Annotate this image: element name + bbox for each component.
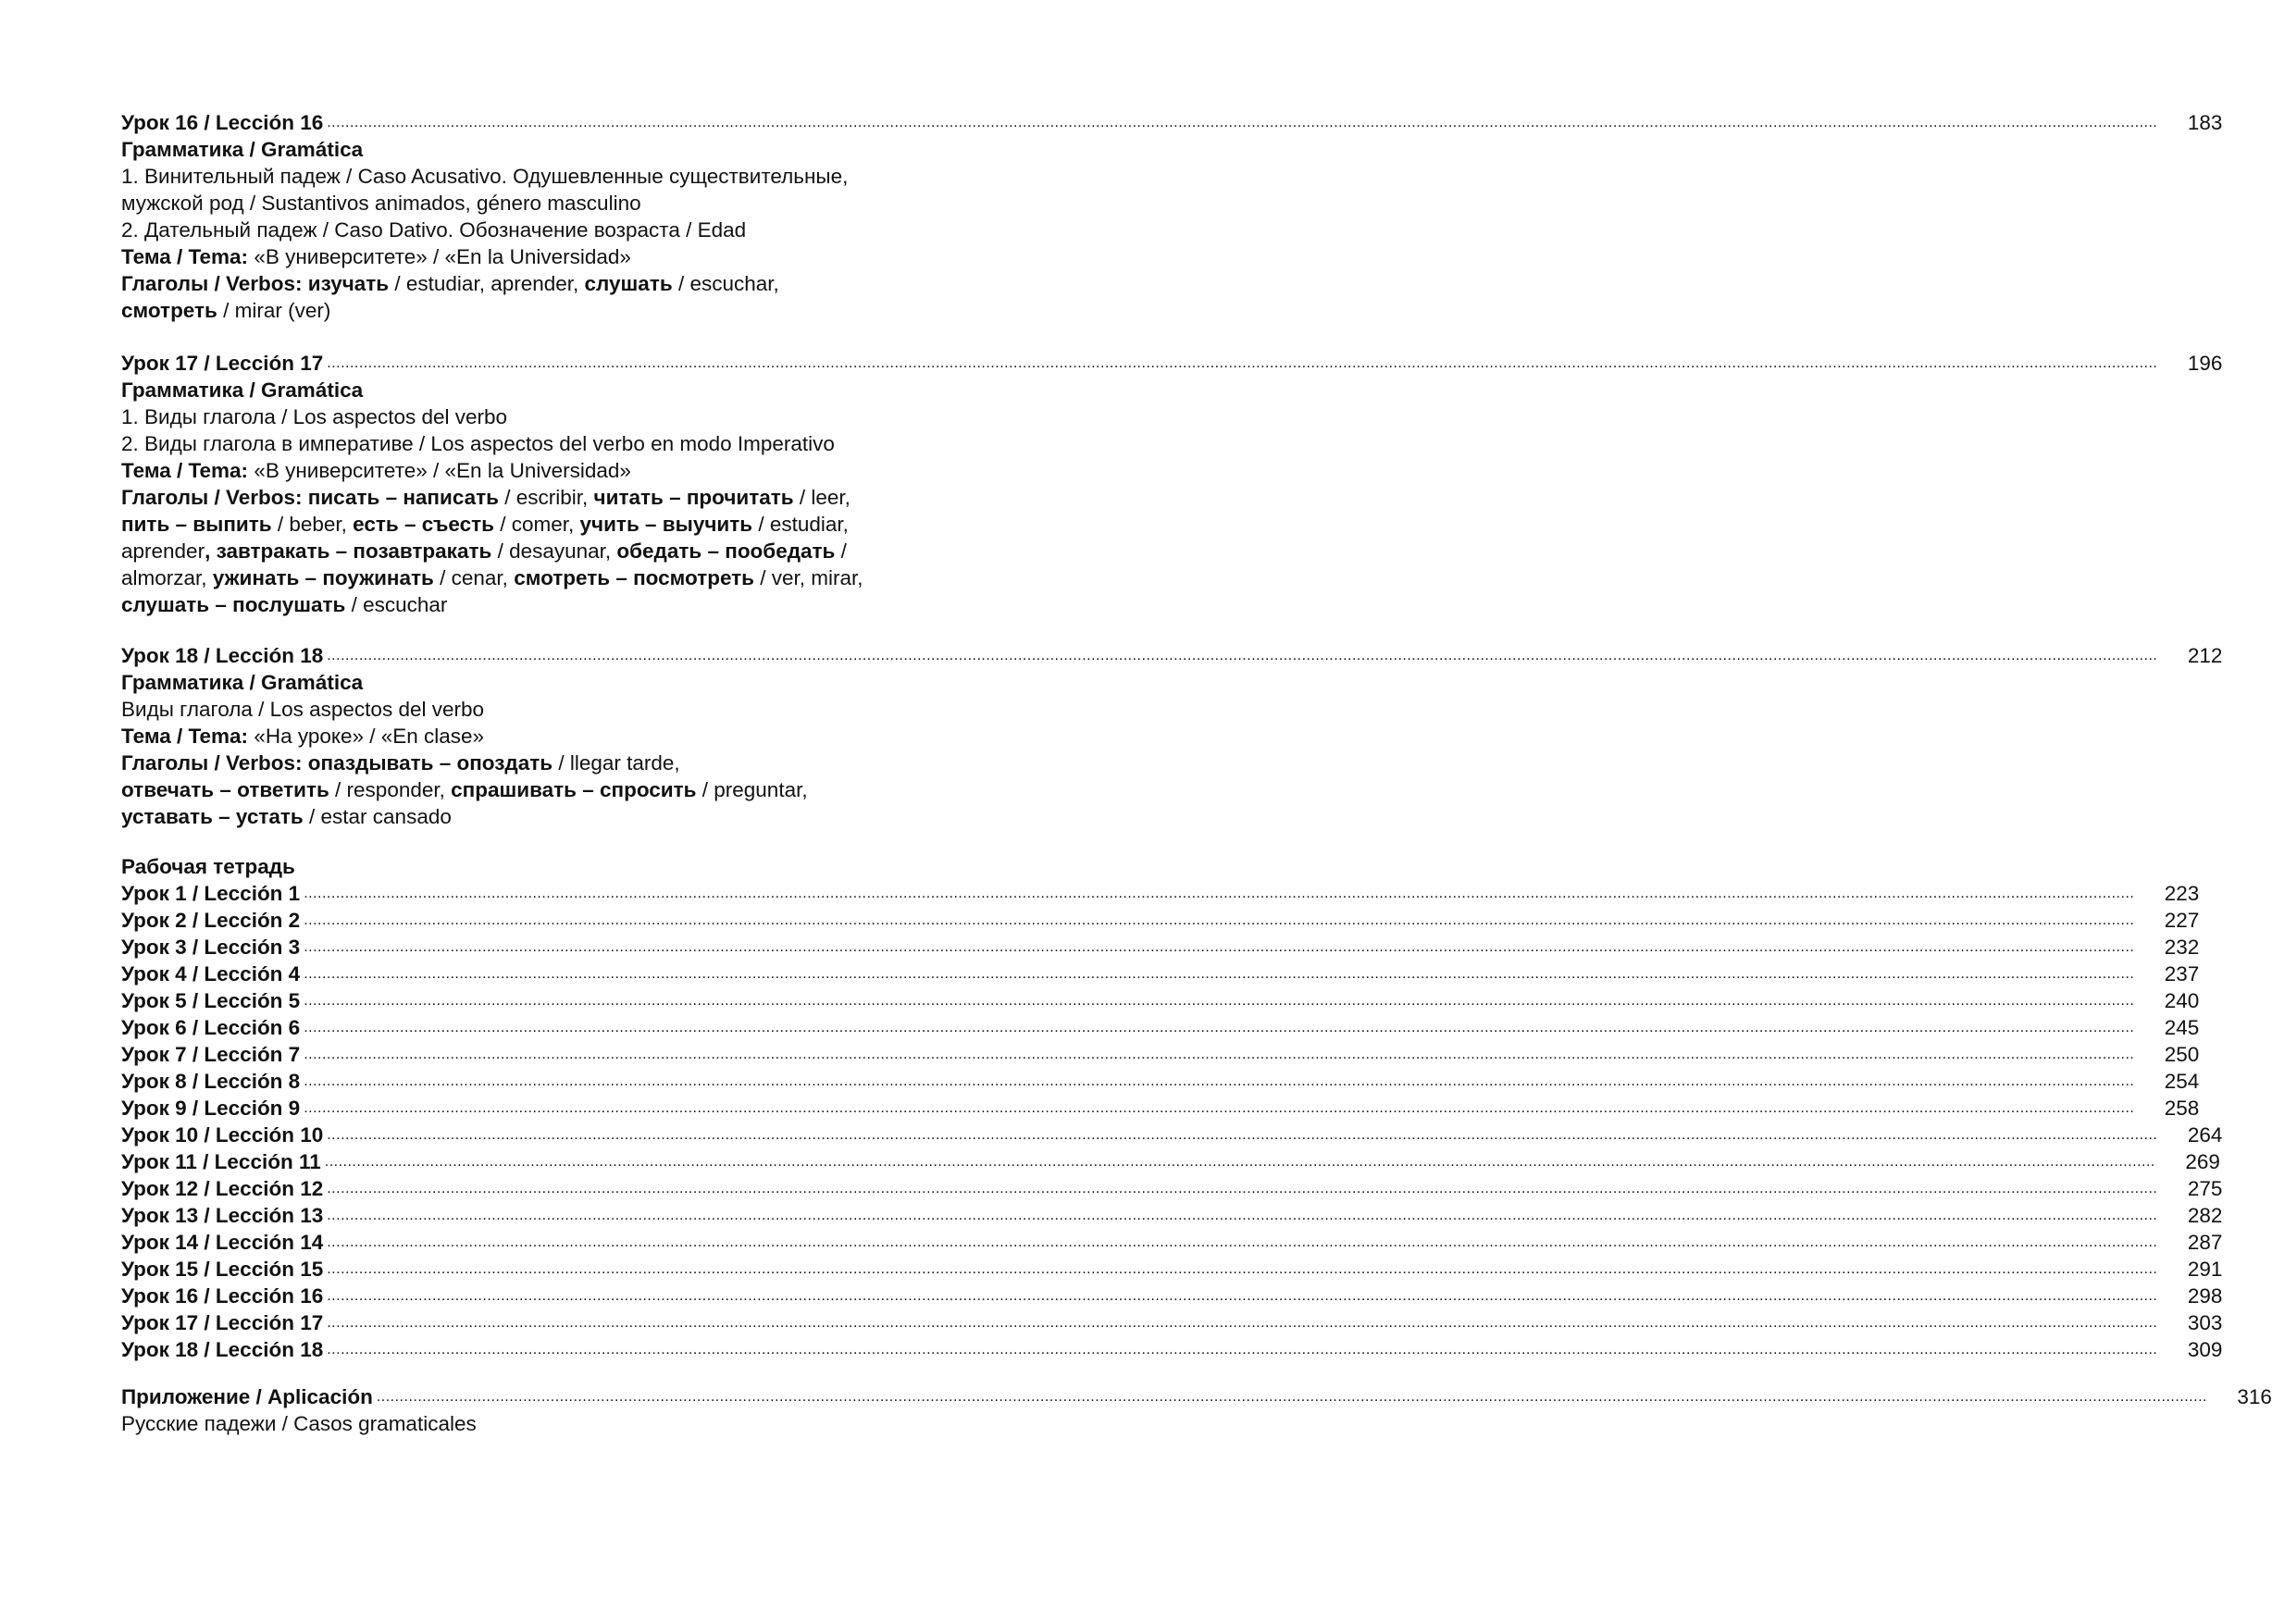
toc-section-lesson-16 — [121, 109, 2223, 324]
dot-leader: ................................................................................................................................................................................................................................................................................................................................................................................................................ — [304, 966, 2135, 982]
dot-leader: ................................................................................................................................................................................................................................................................................................................................................................................................................ — [327, 1127, 2158, 1143]
text: / responder, — [329, 778, 452, 801]
toc-entry-lesson[interactable] — [121, 642, 2223, 669]
entry-title: Урок 1 / Lección 1 — [121, 882, 301, 905]
dot-leader: ................................................................................................................................................................................................................................................................................................................................................................................................................ — [327, 648, 2158, 663]
bold-text: Тема / Tema: — [121, 725, 249, 748]
entry-page: 258 — [2164, 1097, 2200, 1120]
text: мужской род / Sustantivos animados, género masculino — [121, 192, 641, 215]
text: «На уроке» / «En clase» — [248, 725, 485, 748]
dot-leader: ................................................................................................................................................................................................................................................................................................................................................................................................................ — [327, 355, 2158, 371]
text: / — [835, 539, 847, 563]
text: / beber, — [271, 513, 354, 536]
bold-text: обедать – пообедать — [616, 539, 836, 563]
bold-text: слушать — [584, 272, 673, 295]
dot-leader: ................................................................................................................................................................................................................................................................................................................................................................................................................ — [327, 1342, 2158, 1357]
entry-page: 250 — [2164, 1043, 2200, 1066]
text: Виды глагола / Los aspectos del verbo — [121, 698, 485, 721]
dot-leader: ................................................................................................................................................................................................................................................................................................................................................................................................................ — [304, 993, 2135, 1009]
entry-title: Урок 16 / Lección 16 — [121, 111, 324, 134]
text: 1. Виды глагола / Los aspectos del verbo — [121, 405, 508, 428]
text: / comer, — [493, 513, 580, 536]
entry-page: 254 — [2164, 1070, 2200, 1093]
toc-detail-line — [121, 669, 1023, 696]
toc-entry-workbook-lesson[interactable] — [121, 880, 2200, 907]
bold-text: слушать – послушать — [121, 593, 346, 616]
text: / preguntar, — [696, 778, 808, 801]
bold-text: Грамматика / Gramática — [121, 138, 364, 161]
toc-entry-lesson[interactable] — [121, 350, 2223, 377]
toc-detail-line — [121, 723, 1023, 750]
toc-entry-workbook-lesson[interactable] — [121, 907, 2200, 934]
text: / estar cansado — [303, 805, 452, 828]
toc-entry-workbook-lesson[interactable] — [121, 1014, 2200, 1041]
toc-entry-workbook-lesson[interactable] — [121, 1175, 2223, 1202]
entry-page: 275 — [2187, 1177, 2223, 1200]
entry-page: 237 — [2164, 962, 2200, 986]
text: 2. Виды глагола в императиве / Los aspectos del verbo en modo Imperativo — [121, 432, 835, 455]
bold-text: учить – выучить — [579, 513, 753, 536]
toc-detail-line — [121, 430, 1023, 457]
toc-detail-line — [121, 750, 1023, 776]
text: / desayunar, — [491, 539, 617, 563]
entry-page: 291 — [2187, 1258, 2223, 1281]
appendix-subtitle: Русские падежи / Casos gramaticales — [121, 1412, 477, 1435]
toc-entry-workbook-lesson[interactable] — [121, 1148, 2220, 1175]
entry-page: 227 — [2164, 909, 2200, 932]
bold-text: читать – прочитать — [593, 486, 794, 509]
entry-title: Урок 15 / Lección 15 — [121, 1258, 324, 1281]
entry-page: 264 — [2187, 1123, 2223, 1147]
dot-leader: ................................................................................................................................................................................................................................................................................................................................................................................................................ — [376, 1389, 2207, 1405]
toc-entry-workbook-lesson[interactable] — [121, 961, 2200, 987]
text: «В университете» / «En la Universidad» — [248, 245, 631, 268]
toc-entry-workbook-lesson[interactable] — [121, 1256, 2223, 1283]
entry-page: 282 — [2187, 1204, 2223, 1227]
entry-page: 303 — [2187, 1311, 2223, 1334]
entry-title: Урок 9 / Lección 9 — [121, 1097, 301, 1120]
text: 1. Винительный падеж / Caso Acusativo. Одушевленные существительные, — [121, 165, 849, 188]
text: «В университете» / «En la Universidad» — [248, 459, 631, 482]
text: / leer, — [793, 486, 850, 509]
toc-detail-line — [121, 457, 1023, 484]
bold-text: Тема / Tema: — [121, 245, 249, 268]
toc-detail-line — [121, 297, 1023, 324]
bold-text: спрашивать – спросить — [451, 778, 697, 801]
text: / llegar tarde, — [552, 751, 680, 775]
toc-detail-line — [121, 217, 1023, 243]
dot-leader: ................................................................................................................................................................................................................................................................................................................................................................................................................ — [304, 886, 2135, 901]
toc-entry-workbook-lesson[interactable] — [121, 1202, 2223, 1229]
toc-detail-line — [121, 591, 1023, 618]
bold-text: отвечать – ответить — [121, 778, 329, 801]
entry-title: Урок 5 / Lección 5 — [121, 989, 301, 1012]
text: aprender — [121, 539, 205, 563]
entry-page: 240 — [2164, 989, 2200, 1012]
dot-leader: ................................................................................................................................................................................................................................................................................................................................................................................................................ — [304, 1073, 2135, 1089]
dot-leader: ................................................................................................................................................................................................................................................................................................................................................................................................................ — [324, 1154, 2155, 1170]
workbook-heading: Рабочая тетрадь — [121, 855, 295, 878]
entry-page: 298 — [2187, 1284, 2223, 1308]
entry-page: 309 — [2187, 1338, 2223, 1361]
bold-text: Глаголы / Verbos: опаздывать – опоздать — [121, 751, 553, 775]
entry-title: Урок 18 / Lección 18 — [121, 644, 324, 667]
toc-entry-workbook-lesson[interactable] — [121, 1095, 2200, 1122]
entry-title: Урок 17 / Lección 17 — [121, 352, 324, 375]
toc-detail-line — [121, 484, 1023, 511]
dot-leader: ................................................................................................................................................................................................................................................................................................................................................................................................................ — [304, 1020, 2135, 1035]
dot-leader: ................................................................................................................................................................................................................................................................................................................................................................................................................ — [327, 115, 2158, 130]
bold-text: Грамматика / Gramática — [121, 378, 364, 402]
entry-title: Урок 10 / Lección 10 — [121, 1123, 324, 1147]
bold-text: есть – съесть — [353, 513, 494, 536]
text: almorzar, — [121, 566, 213, 589]
bold-text: , завтракать – позавтракать — [205, 539, 492, 563]
entry-title: Урок 7 / Lección 7 — [121, 1043, 301, 1066]
text: / ver, mirar, — [754, 566, 863, 589]
toc-entry-appendix[interactable] — [121, 1383, 2272, 1410]
toc-detail-line — [121, 538, 1023, 564]
toc-section-lesson-17 — [121, 350, 2223, 618]
dot-leader: ................................................................................................................................................................................................................................................................................................................................................................................................................ — [327, 1261, 2158, 1277]
bold-text: Тема / Tema: — [121, 459, 249, 482]
toc-detail-line — [121, 163, 1023, 190]
toc-entry-workbook-lesson[interactable] — [121, 1309, 2223, 1336]
dot-leader: ................................................................................................................................................................................................................................................................................................................................................................................................................ — [304, 1047, 2135, 1062]
bold-text: ужинать – поужинать — [212, 566, 434, 589]
entry-page: 212 — [2187, 644, 2223, 667]
dot-leader: ................................................................................................................................................................................................................................................................................................................................................................................................................ — [327, 1208, 2158, 1223]
entry-title: Урок 6 / Lección 6 — [121, 1016, 301, 1039]
entry-title: Урок 11 / Lección 11 — [121, 1150, 321, 1173]
entry-title: Урок 12 / Lección 12 — [121, 1177, 324, 1200]
toc-entry-workbook-lesson[interactable] — [121, 1122, 2223, 1148]
toc-entry-workbook-lesson[interactable] — [121, 1283, 2223, 1309]
toc-detail-line — [121, 136, 1023, 163]
toc-entry-workbook-lesson[interactable] — [121, 1336, 2223, 1363]
entry-page: 232 — [2164, 936, 2200, 959]
toc-entry-workbook-lesson[interactable] — [121, 987, 2200, 1014]
bold-text: Глаголы / Verbos: писать – написать — [121, 486, 500, 509]
entry-page: 287 — [2187, 1231, 2223, 1254]
entry-page: 245 — [2164, 1016, 2200, 1039]
toc-detail-line — [121, 776, 1023, 803]
text: / escribir, — [499, 486, 594, 509]
entry-title: Урок 3 / Lección 3 — [121, 936, 301, 959]
entry-title: Приложение / Aplicación — [121, 1385, 373, 1408]
dot-leader: ................................................................................................................................................................................................................................................................................................................................................................................................................ — [327, 1288, 2158, 1304]
entry-title: Урок 18 / Lección 18 — [121, 1338, 324, 1361]
toc-detail-line — [121, 403, 1023, 430]
entry-title: Урок 13 / Lección 13 — [121, 1204, 324, 1227]
text: / estudiar, — [752, 513, 849, 536]
toc-detail-line — [121, 190, 1023, 217]
dot-leader: ................................................................................................................................................................................................................................................................................................................................................................................................................ — [304, 912, 2135, 928]
toc-appendix — [121, 1383, 2272, 1437]
toc-entry-workbook-lesson[interactable] — [121, 1229, 2223, 1256]
entry-page: 316 — [2237, 1385, 2272, 1408]
text: / mirar (ver) — [217, 299, 331, 322]
toc-detail-line — [121, 803, 1023, 830]
text: / escuchar, — [672, 272, 779, 295]
toc-detail-line — [121, 270, 1023, 297]
bold-text: смотреть — [121, 299, 217, 322]
dot-leader: ................................................................................................................................................................................................................................................................................................................................................................................................................ — [304, 1100, 2135, 1116]
text: 2. Дательный падеж / Caso Dativo. Обозначение возраста / Edad — [121, 218, 747, 242]
toc-detail-line — [121, 696, 1023, 723]
toc-entry-workbook-lesson[interactable] — [121, 1068, 2200, 1095]
dot-leader: ................................................................................................................................................................................................................................................................................................................................................................................................................ — [327, 1234, 2158, 1250]
toc-entry-workbook-lesson[interactable] — [121, 934, 2200, 961]
bold-text: Грамматика / Gramática — [121, 671, 364, 694]
entry-title: Урок 2 / Lección 2 — [121, 909, 301, 932]
toc-detail-line — [121, 564, 1023, 591]
dot-leader: ................................................................................................................................................................................................................................................................................................................................................................................................................ — [304, 939, 2135, 955]
entry-title: Урок 17 / Lección 17 — [121, 1311, 324, 1334]
entry-title: Урок 8 / Lección 8 — [121, 1070, 301, 1093]
entry-page: 196 — [2187, 352, 2223, 375]
text: / escuchar — [345, 593, 448, 616]
entry-page: 269 — [2185, 1150, 2220, 1173]
toc-detail-line — [121, 243, 1023, 270]
toc-workbook — [121, 853, 2223, 1363]
bold-text: пить – выпить — [121, 513, 272, 536]
entry-title: Урок 16 / Lección 16 — [121, 1284, 324, 1308]
entry-page: 183 — [2187, 111, 2223, 134]
toc-detail-line — [121, 377, 1023, 403]
dot-leader: ................................................................................................................................................................................................................................................................................................................................................................................................................ — [327, 1315, 2158, 1331]
entry-title: Урок 4 / Lección 4 — [121, 962, 301, 986]
entry-title: Урок 14 / Lección 14 — [121, 1231, 324, 1254]
toc-entry-lesson[interactable] — [121, 109, 2223, 136]
text: / estudiar, aprender, — [389, 272, 585, 295]
toc-entry-workbook-lesson[interactable] — [121, 1041, 2200, 1068]
entry-page: 223 — [2164, 882, 2200, 905]
bold-text: уставать – устать — [121, 805, 304, 828]
text: / cenar, — [433, 566, 515, 589]
toc-detail-line — [121, 511, 1023, 538]
bold-text: смотреть – посмотреть — [514, 566, 755, 589]
bold-text: Глаголы / Verbos: изучать — [121, 272, 390, 295]
dot-leader: ................................................................................................................................................................................................................................................................................................................................................................................................................ — [327, 1181, 2158, 1196]
toc-section-lesson-18 — [121, 642, 2223, 830]
